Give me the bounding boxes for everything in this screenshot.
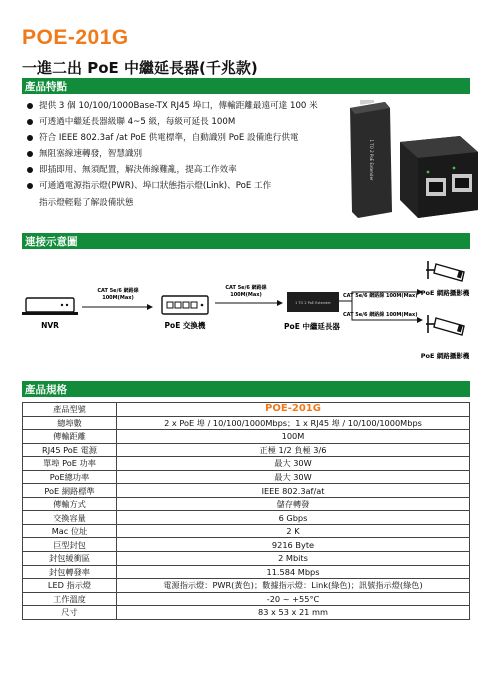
link1-label: CAT 5e/6 網路線: [97, 288, 139, 294]
spec-value: 正極 1/2 負極 3/6: [117, 443, 470, 457]
spec-value: 電源指示燈：PWR(黃色)；數據指示燈：Link(綠色)；訊號指示燈(綠色): [117, 579, 470, 593]
feature-item: 無阻塞線速轉發，智慧識別: [26, 146, 316, 162]
spec-value: -20 ~ +55°C: [117, 592, 470, 606]
spec-key: 工作溫度: [23, 592, 117, 606]
extender-label: PoE 中繼延長器: [284, 322, 340, 331]
spec-row: [23, 430, 470, 444]
spec-value: 儲存轉發: [117, 497, 470, 511]
connection-band: [22, 233, 470, 249]
spec-row: [23, 416, 470, 430]
spec-key: 封包轉發率: [23, 565, 117, 579]
spec-row: [23, 511, 470, 525]
spec-table: [22, 402, 470, 620]
spec-value: 83 x 53 x 21 mm: [117, 606, 470, 620]
product-image: [330, 100, 480, 220]
feature-item-continued: 指示燈輕鬆了解設備狀態: [39, 197, 134, 208]
spec-row: [23, 443, 470, 457]
features-heading: 產品特點: [25, 81, 67, 93]
spec-row: [23, 579, 470, 593]
spec-value: 最大 30W: [117, 470, 470, 484]
connection-heading: 連接示意圖: [25, 236, 78, 248]
feature-item: 提供 3 個 10/100/1000Base-TX RJ45 埠口，傳輸距離最遠可達 100 米: [26, 98, 316, 114]
spec-row: [23, 524, 470, 538]
spec-row: [23, 538, 470, 552]
camera2-label: PoE 網路攝影機: [420, 352, 470, 360]
spec-key: 總埠數: [23, 416, 117, 430]
features-list: [26, 98, 316, 211]
link4-label: CAT 5e/6 網路線 100M(Max): [343, 312, 418, 318]
feature-item: 符合 IEEE 802.3af /at PoE 供電標準，自動識別 PoE 設備進行供電: [26, 130, 316, 146]
spec-key: 傳輸方式: [23, 497, 117, 511]
spec-value: 2 K: [117, 524, 470, 538]
spec-key: 交換容量: [23, 511, 117, 525]
spec-value: 2 Mbits: [117, 552, 470, 566]
spec-key: 單埠 PoE 功率: [23, 457, 117, 471]
product-subtitle: 一進二出 PoE 中繼延長器(千兆款): [22, 59, 258, 77]
spec-row: [23, 552, 470, 566]
product-label: 1 TO 2 PoE Extender: [369, 139, 374, 181]
spec-value: 最大 30W: [117, 457, 470, 471]
specs-band: [22, 381, 470, 397]
link3-label: CAT 5e/6 網路線 100M(Max): [343, 293, 418, 299]
link2-distance: 100M(Max): [230, 292, 262, 298]
svg-text:1 TO 2 PoE Extender: 1 TO 2 PoE Extender: [295, 301, 331, 305]
feature-item: 可通過電源指示燈(PWR)、埠口狀態指示燈(Link)、PoE 工作: [26, 178, 316, 194]
spec-row: [23, 457, 470, 471]
poe-switch-icon: [162, 296, 208, 314]
spec-key: 傳輸距離: [23, 430, 117, 444]
spec-value: 9216 Byte: [117, 538, 470, 552]
spec-key: LED 指示燈: [23, 579, 117, 593]
spec-key: RJ45 PoE 電源: [23, 443, 117, 457]
nvr-icon: [22, 298, 78, 315]
feature-item: 可透過中繼延長器級聯 4~5 級，每級可延長 100M: [26, 114, 316, 130]
switch-label: PoE 交換機: [164, 321, 206, 330]
spec-value: 6 Gbps: [117, 511, 470, 525]
camera1-label: PoE 網路攝影機: [420, 289, 470, 297]
extender-icon: [287, 292, 339, 312]
spec-value: 11.584 Mbps: [117, 565, 470, 579]
nvr-label: NVR: [41, 321, 59, 330]
spec-key: PoE總功率: [23, 470, 117, 484]
spec-key: 尺寸: [23, 606, 117, 620]
spec-key: Mac 位址: [23, 524, 117, 538]
feature-item: 即插即用、無須配置，解決佈線難亂，提高工作效率: [26, 162, 316, 178]
spec-row: [23, 606, 470, 620]
spec-value: 2 x PoE 埠 / 10/100/1000Mbps；1 x RJ45 埠 / 10/100/1000Mbps: [117, 416, 470, 430]
spec-key: 產品型號: [23, 403, 117, 417]
specs-heading: 產品規格: [25, 384, 67, 396]
spec-row: [23, 403, 470, 417]
spec-row: [23, 470, 470, 484]
spec-key: PoE 網路標準: [23, 484, 117, 498]
connection-diagram: [22, 255, 474, 365]
spec-value: IEEE 802.3af/at: [117, 484, 470, 498]
spec-row: [23, 565, 470, 579]
spec-key: 巨型封包: [23, 538, 117, 552]
link1-distance: 100M(Max): [102, 295, 134, 301]
spec-row: [23, 484, 470, 498]
features-band: [22, 78, 470, 94]
spec-row: [23, 592, 470, 606]
camera-icon: [426, 315, 464, 335]
camera-icon: [426, 261, 464, 281]
spec-value: POE-201G: [117, 403, 470, 417]
spec-row: [23, 497, 470, 511]
model-title: POE-201G: [22, 26, 129, 49]
link2-label: CAT 5e/6 網路線: [225, 285, 267, 291]
spec-key: 封包緩衝區: [23, 552, 117, 566]
spec-value: 100M: [117, 430, 470, 444]
